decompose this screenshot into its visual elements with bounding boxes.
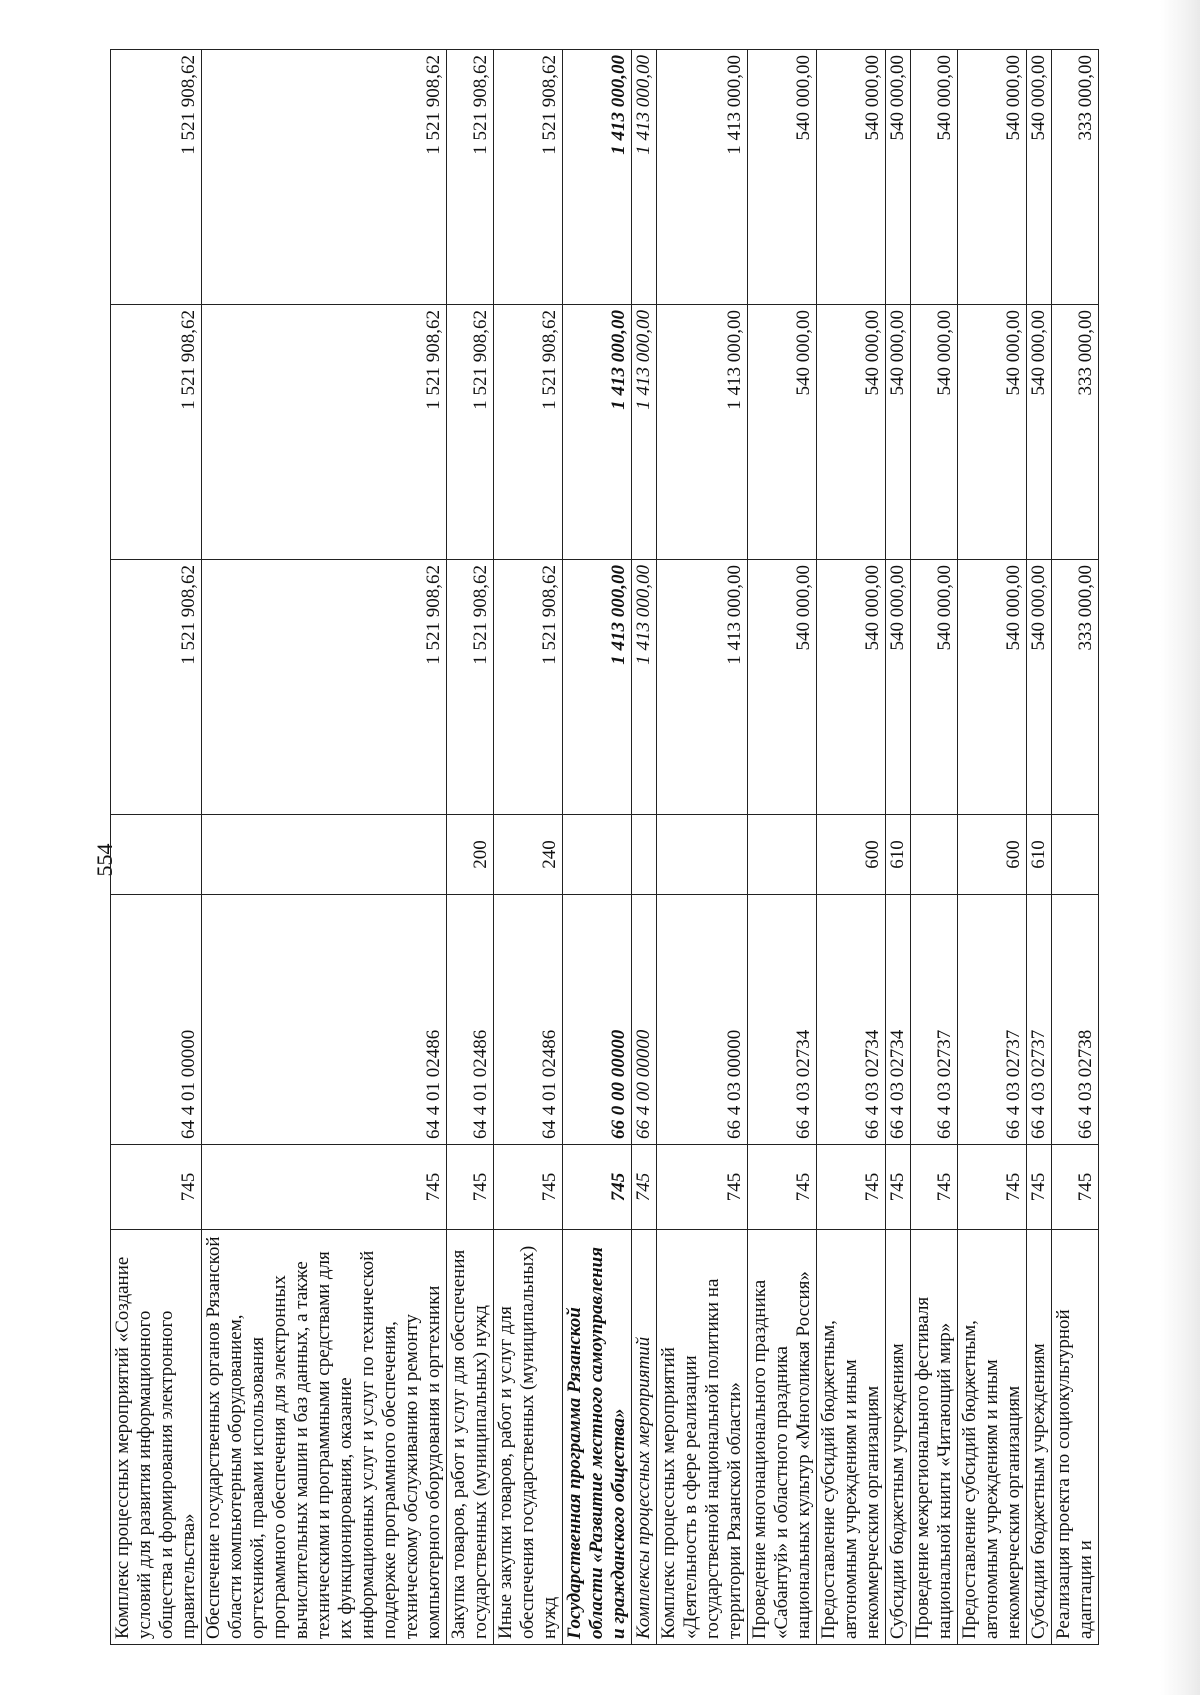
row-value-1: 540 000,00	[911, 560, 958, 815]
row-value-2: 540 000,00	[748, 305, 817, 560]
table-row	[1027, 50, 1052, 1645]
row-name: Закупка товаров, работ и услуг для обеспечения государственных (муниципальных) нужд	[447, 1230, 494, 1645]
row-target-code: 66 4 03 02737	[1027, 895, 1052, 1145]
table-row	[1052, 50, 1099, 1645]
row-value-2: 1 521 908,62	[111, 305, 202, 560]
row-admin-code: 745	[494, 1145, 563, 1230]
row-admin-code: 745	[447, 1145, 494, 1230]
row-admin-code: 745	[657, 1145, 748, 1230]
row-value-3: 540 000,00	[1027, 50, 1052, 305]
table-row	[447, 50, 494, 1645]
row-admin-code: 745	[111, 1145, 202, 1230]
row-value-3: 1 413 000,00	[632, 50, 657, 305]
table-row	[748, 50, 817, 1645]
row-name: Субсидии бюджетным учреждениям	[886, 1230, 911, 1645]
row-expense-type: 600	[817, 815, 886, 895]
row-value-2: 1 413 000,00	[632, 305, 657, 560]
row-value-3: 540 000,00	[817, 50, 886, 305]
row-target-code: 66 4 03 02734	[817, 895, 886, 1145]
row-target-code: 66 0 00 00000	[563, 895, 632, 1145]
table-row	[657, 50, 748, 1645]
row-admin-code: 745	[958, 1145, 1027, 1230]
row-expense-type	[1052, 815, 1099, 895]
row-value-1: 1 413 000,00	[657, 560, 748, 815]
row-value-2: 1 521 908,62	[447, 305, 494, 560]
row-admin-code: 745	[748, 1145, 817, 1230]
row-target-code: 64 4 01 02486	[447, 895, 494, 1145]
row-value-2: 540 000,00	[911, 305, 958, 560]
row-target-code: 64 4 01 02486	[494, 895, 563, 1145]
table-row	[563, 50, 632, 1645]
row-expense-type	[911, 815, 958, 895]
row-expense-type	[632, 815, 657, 895]
row-name: Предоставление субсидий бюджетным, автономным учреждениям и иным некоммерческим организациям	[817, 1230, 886, 1645]
row-admin-code: 745	[1027, 1145, 1052, 1230]
row-admin-code: 745	[886, 1145, 911, 1230]
row-target-code: 66 4 03 02734	[748, 895, 817, 1145]
row-admin-code: 745	[817, 1145, 886, 1230]
row-name: Проведение межрегионального фестиваля национальной книги «Читающий мир»	[911, 1230, 958, 1645]
row-value-2: 333 000,00	[1052, 305, 1099, 560]
budget-table	[110, 49, 1099, 1645]
table-row	[958, 50, 1027, 1645]
row-target-code: 66 4 00 00000	[632, 895, 657, 1145]
row-admin-code: 745	[911, 1145, 958, 1230]
row-value-2: 540 000,00	[817, 305, 886, 560]
row-value-3: 333 000,00	[1052, 50, 1099, 305]
row-value-3: 1 521 908,62	[111, 50, 202, 305]
row-value-3: 1 521 908,62	[202, 50, 447, 305]
row-value-1: 1 521 908,62	[202, 560, 447, 815]
row-expense-type	[748, 815, 817, 895]
row-admin-code: 745	[632, 1145, 657, 1230]
row-expense-type: 610	[886, 815, 911, 895]
table-row	[817, 50, 886, 1645]
row-target-code: 64 4 01 02486	[202, 895, 447, 1145]
table-row	[632, 50, 657, 1645]
row-name: Комплекс процессных мероприятий «Создание условий для развития информационного общества и формирования электронного правительства»	[111, 1230, 202, 1645]
row-value-1: 1 521 908,62	[447, 560, 494, 815]
row-value-2: 1 413 000,00	[657, 305, 748, 560]
row-expense-type: 200	[447, 815, 494, 895]
row-value-1: 540 000,00	[748, 560, 817, 815]
scan-edge-shadow	[1160, 0, 1200, 1695]
row-value-2: 540 000,00	[886, 305, 911, 560]
row-value-1: 1 413 000,00	[632, 560, 657, 815]
table-row	[202, 50, 447, 1645]
row-value-1: 540 000,00	[886, 560, 911, 815]
row-target-code: 66 4 03 02734	[886, 895, 911, 1145]
row-expense-type	[202, 815, 447, 895]
row-value-3: 540 000,00	[911, 50, 958, 305]
row-name: Реализация проекта по социокультурной адаптации и	[1052, 1230, 1099, 1645]
row-value-2: 1 521 908,62	[202, 305, 447, 560]
row-name: Предоставление субсидий бюджетным, автономным учреждениям и иным некоммерческим организациям	[958, 1230, 1027, 1645]
row-name: Обеспечение государственных органов Рязанской области компьютерным оборудованием, оргтехникой, правами использования программного обеспечения для электронных вычислительных машин и баз данных, а также техническими и программными средствами для их функционирования, оказание информационных услуг и услуг по технической поддержке программного обеспечения, техническому обслуживанию и ремонту компьютерного оборудования и оргтехники	[202, 1230, 447, 1645]
row-value-3: 540 000,00	[958, 50, 1027, 305]
row-value-3: 540 000,00	[886, 50, 911, 305]
table-body	[111, 50, 1099, 1645]
row-name: Государственная программа Рязанской области «Развитие местного самоуправления и гражданского общества»	[563, 1230, 632, 1645]
row-target-code: 66 4 03 02737	[911, 895, 958, 1145]
table-row	[886, 50, 911, 1645]
row-value-2: 540 000,00	[958, 305, 1027, 560]
row-value-3: 1 413 000,00	[657, 50, 748, 305]
row-expense-type: 610	[1027, 815, 1052, 895]
row-value-1: 1 521 908,62	[494, 560, 563, 815]
row-target-code: 66 4 03 00000	[657, 895, 748, 1145]
table-row	[911, 50, 958, 1645]
row-expense-type: 240	[494, 815, 563, 895]
row-expense-type	[563, 815, 632, 895]
row-value-1: 1 413 000,00	[563, 560, 632, 815]
rotated-table-container	[110, 50, 1096, 1645]
row-name: Проведение многонационального праздника «Сабантуй» и областного праздника национальных культур «Многоликая Россия»	[748, 1230, 817, 1645]
row-target-code: 64 4 01 00000	[111, 895, 202, 1145]
row-name: Субсидии бюджетным учреждениям	[1027, 1230, 1052, 1645]
row-expense-type: 600	[958, 815, 1027, 895]
row-value-1: 540 000,00	[958, 560, 1027, 815]
row-value-3: 1 521 908,62	[447, 50, 494, 305]
row-expense-type	[111, 815, 202, 895]
row-name: Иные закупки товаров, работ и услуг для обеспечения государственных (муниципальных) нужд	[494, 1230, 563, 1645]
row-value-1: 1 521 908,62	[111, 560, 202, 815]
row-expense-type	[657, 815, 748, 895]
row-name: Комплекс процессных мероприятий «Деятельность в сфере реализации государственной национальной политики на территории Рязанской области»	[657, 1230, 748, 1645]
row-value-2: 1 413 000,00	[563, 305, 632, 560]
row-value-3: 540 000,00	[748, 50, 817, 305]
row-value-2: 540 000,00	[1027, 305, 1052, 560]
table-row	[111, 50, 202, 1645]
row-value-1: 540 000,00	[1027, 560, 1052, 815]
page-number: 554	[92, 843, 117, 877]
table-row	[494, 50, 563, 1645]
row-value-1: 333 000,00	[1052, 560, 1099, 815]
row-admin-code: 745	[1052, 1145, 1099, 1230]
row-value-3: 1 521 908,62	[494, 50, 563, 305]
row-admin-code: 745	[202, 1145, 447, 1230]
row-value-3: 1 413 000,00	[563, 50, 632, 305]
row-value-2: 1 521 908,62	[494, 305, 563, 560]
row-name: Комплексы процессных мероприятий	[632, 1230, 657, 1645]
row-admin-code: 745	[563, 1145, 632, 1230]
row-target-code: 66 4 03 02737	[958, 895, 1027, 1145]
row-target-code: 66 4 03 02738	[1052, 895, 1099, 1145]
row-value-1: 540 000,00	[817, 560, 886, 815]
